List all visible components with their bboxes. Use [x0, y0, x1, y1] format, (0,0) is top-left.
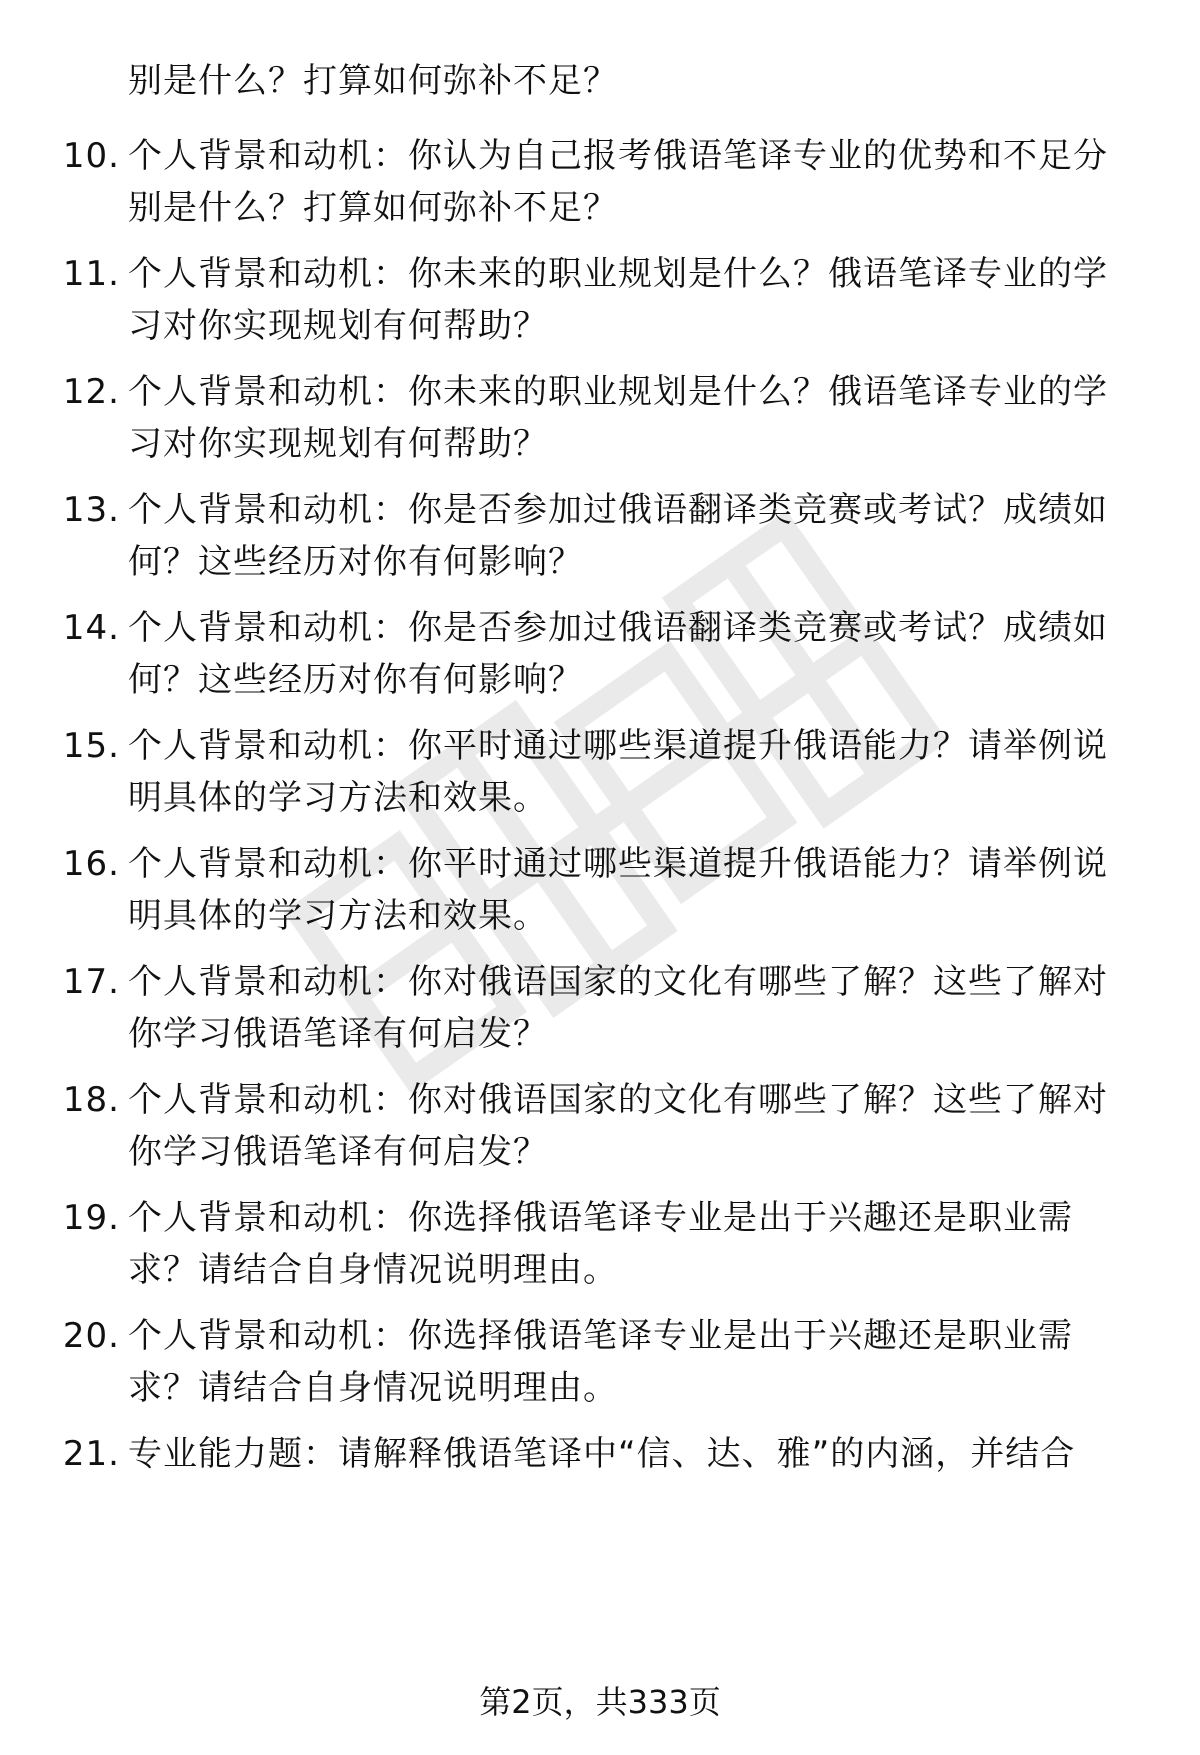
- item-text: 个人背景和动机：你平时通过哪些渠道提升俄语能力？请举例说明具体的学习方法和效果。: [128, 844, 1108, 936]
- item-number: 20.: [62, 1316, 120, 1356]
- item-text: 个人背景和动机：你对俄语国家的文化有哪些了解？这些了解对你学习俄语笔译有何启发？: [128, 962, 1108, 1054]
- item-number: 19.: [62, 1198, 120, 1238]
- item-number: 17.: [62, 962, 120, 1002]
- item-text: 个人背景和动机：你认为自己报考俄语笔译专业的优势和不足分别是什么？打算如何弥补不足？: [128, 136, 1108, 228]
- item-number: 11.: [62, 254, 120, 294]
- item-text: 个人背景和动机：你是否参加过俄语翻译类竞赛或考试？成绩如何？这些经历对你有何影响？: [128, 608, 1108, 700]
- item-text: 个人背景和动机：你未来的职业规划是什么？俄语笔译专业的学习对你实现规划有何帮助？: [128, 372, 1108, 464]
- item-text: 个人背景和动机：你选择俄语笔译专业是出于兴趣还是职业需求？请结合自身情况说明理由。: [128, 1198, 1073, 1290]
- continued-text: 别是什么？打算如何弥补不足？: [128, 61, 618, 101]
- item-text: 个人背景和动机：你平时通过哪些渠道提升俄语能力？请举例说明具体的学习方法和效果。: [128, 726, 1108, 818]
- item-text: 个人背景和动机：你未来的职业规划是什么？俄语笔译专业的学习对你实现规划有何帮助？: [128, 254, 1108, 346]
- item-number: 16.: [62, 844, 120, 884]
- item-number: 13.: [62, 490, 120, 530]
- item-number: 10.: [62, 136, 120, 176]
- item-number: 15.: [62, 726, 120, 766]
- item-number: 12.: [62, 372, 120, 412]
- item-number: 21.: [62, 1434, 120, 1474]
- item-number: 18.: [62, 1080, 120, 1120]
- page-footer: 第2页，共333页: [479, 1683, 721, 1721]
- item-text: 个人背景和动机：你选择俄语笔译专业是出于兴趣还是职业需求？请结合自身情况说明理由。: [128, 1316, 1073, 1408]
- item-text: 个人背景和动机：你是否参加过俄语翻译类竞赛或考试？成绩如何？这些经历对你有何影响？: [128, 490, 1108, 582]
- item-text: 专业能力题：请解释俄语笔译中“信、达、雅”的内涵，并结合: [128, 1434, 1076, 1474]
- item-text: 个人背景和动机：你对俄语国家的文化有哪些了解？这些了解对你学习俄语笔译有何启发？: [128, 1080, 1108, 1172]
- item-number: 14.: [62, 608, 120, 648]
